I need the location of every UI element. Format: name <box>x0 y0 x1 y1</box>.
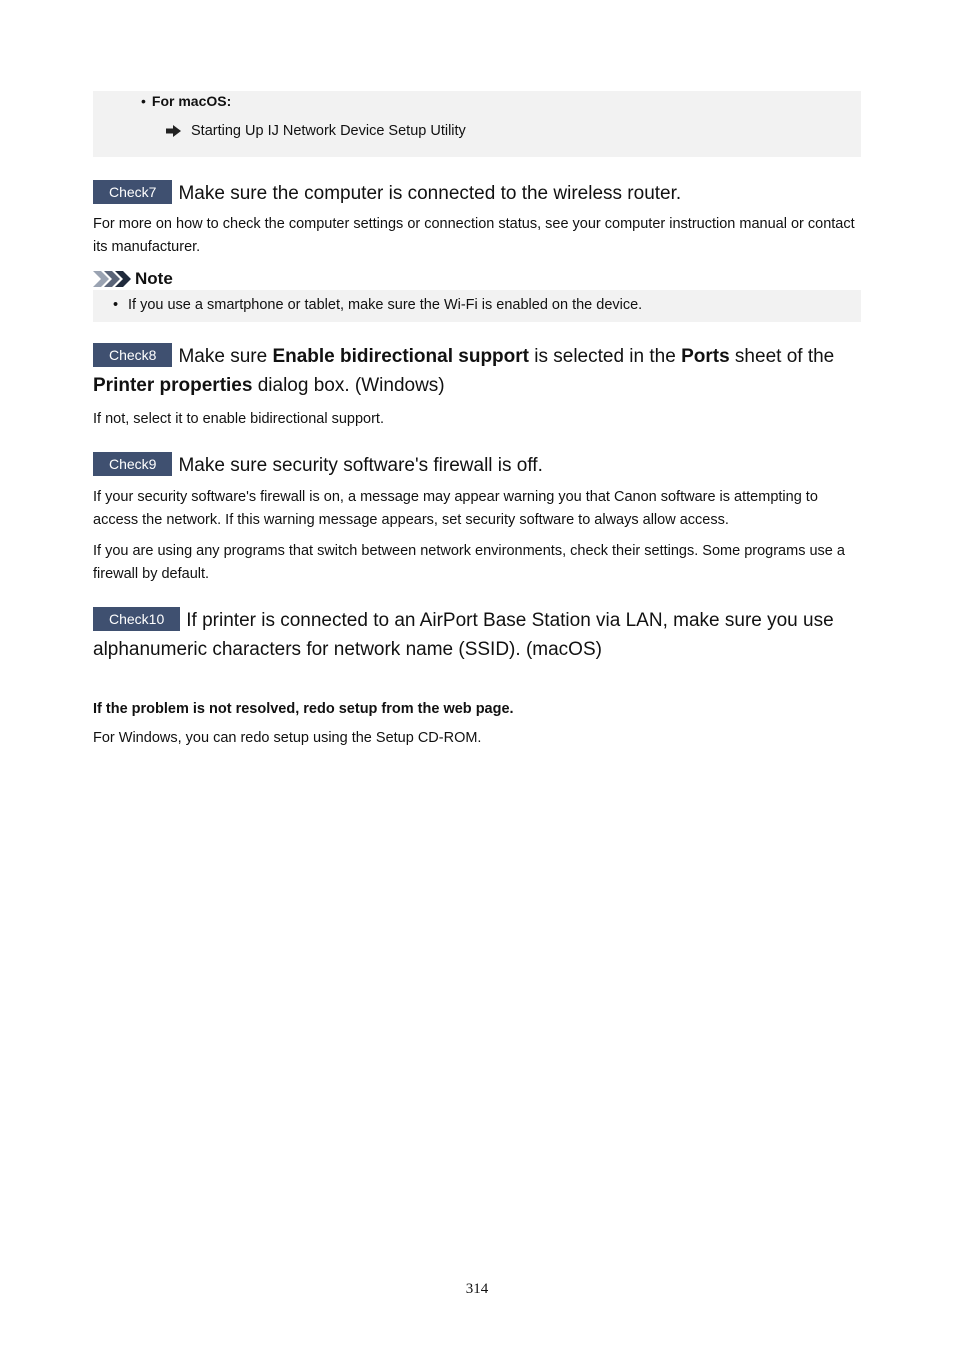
check7-badge: Check7 <box>93 180 172 204</box>
arrow-right-icon <box>166 125 181 137</box>
macos-label: For macOS: <box>151 93 232 109</box>
macos-bullet <box>141 93 231 109</box>
check7-title: Make sure the computer is connected to the wireless router. <box>178 183 682 204</box>
check9-title: Make sure security software's firewall is off. <box>178 455 543 476</box>
check8-title-part1: Make sure <box>178 346 273 367</box>
check7-body: For more on how to check the computer settings or connection status, see your computer instruction manual or contact its manufacturer. <box>93 216 855 255</box>
check9-badge: Check9 <box>93 452 172 476</box>
unresolved-note: If the problem is not resolved, redo setup from the web page. <box>93 701 514 717</box>
check8-body: If not, select it to enable bidirectional support. <box>93 411 384 427</box>
check8-title-bold1: Enable bidirectional support <box>272 346 529 367</box>
check8-title-part3: sheet of the <box>729 346 835 367</box>
check7-heading <box>93 179 861 208</box>
check10-title: If printer is connected to an AirPort Base Station via LAN, make sure you use alphanumeric characters for network name (SSID). (macOS) <box>93 610 834 660</box>
check9-heading <box>93 451 861 480</box>
note-item: If you use a smartphone or tablet, make sure the Wi-Fi is enabled on the device. <box>128 297 643 313</box>
windows-setup-note: For Windows, you can redo setup using the Setup CD-ROM. <box>93 730 482 746</box>
check8-title-part2: is selected in the <box>528 346 682 367</box>
page-number: 314 <box>465 1281 489 1297</box>
setup-utility-link[interactable] <box>166 123 466 139</box>
check10-badge: Check10 <box>93 607 180 631</box>
check8-title-bold3: Printer properties <box>93 375 253 396</box>
check8-title-bold2: Ports <box>681 346 730 367</box>
check9-body-2: If you are using any programs that switch between network environments, check their settings. Some programs use a firewall by default. <box>93 543 845 582</box>
check9-body-1: If your security software's firewall is on, a message may appear warning you that Canon software is attempting to access the network. If this warning message appears, set security software to always allow access. <box>93 489 818 528</box>
check8-title-part4: dialog box. (Windows) <box>252 375 445 396</box>
note-heading <box>93 268 861 290</box>
note-box <box>93 290 861 322</box>
bullet-dot: • <box>141 93 146 109</box>
page-content <box>93 91 861 750</box>
check8-heading <box>93 342 861 400</box>
macos-box <box>93 91 861 157</box>
check10-heading <box>93 606 861 664</box>
note-chevrons-icon <box>93 271 131 287</box>
check8-badge: Check8 <box>93 343 172 367</box>
setup-utility-link-text: Starting Up IJ Network Device Setup Utility <box>191 123 466 139</box>
note-label: Note <box>135 269 173 288</box>
bullet-dot: • <box>113 297 119 313</box>
